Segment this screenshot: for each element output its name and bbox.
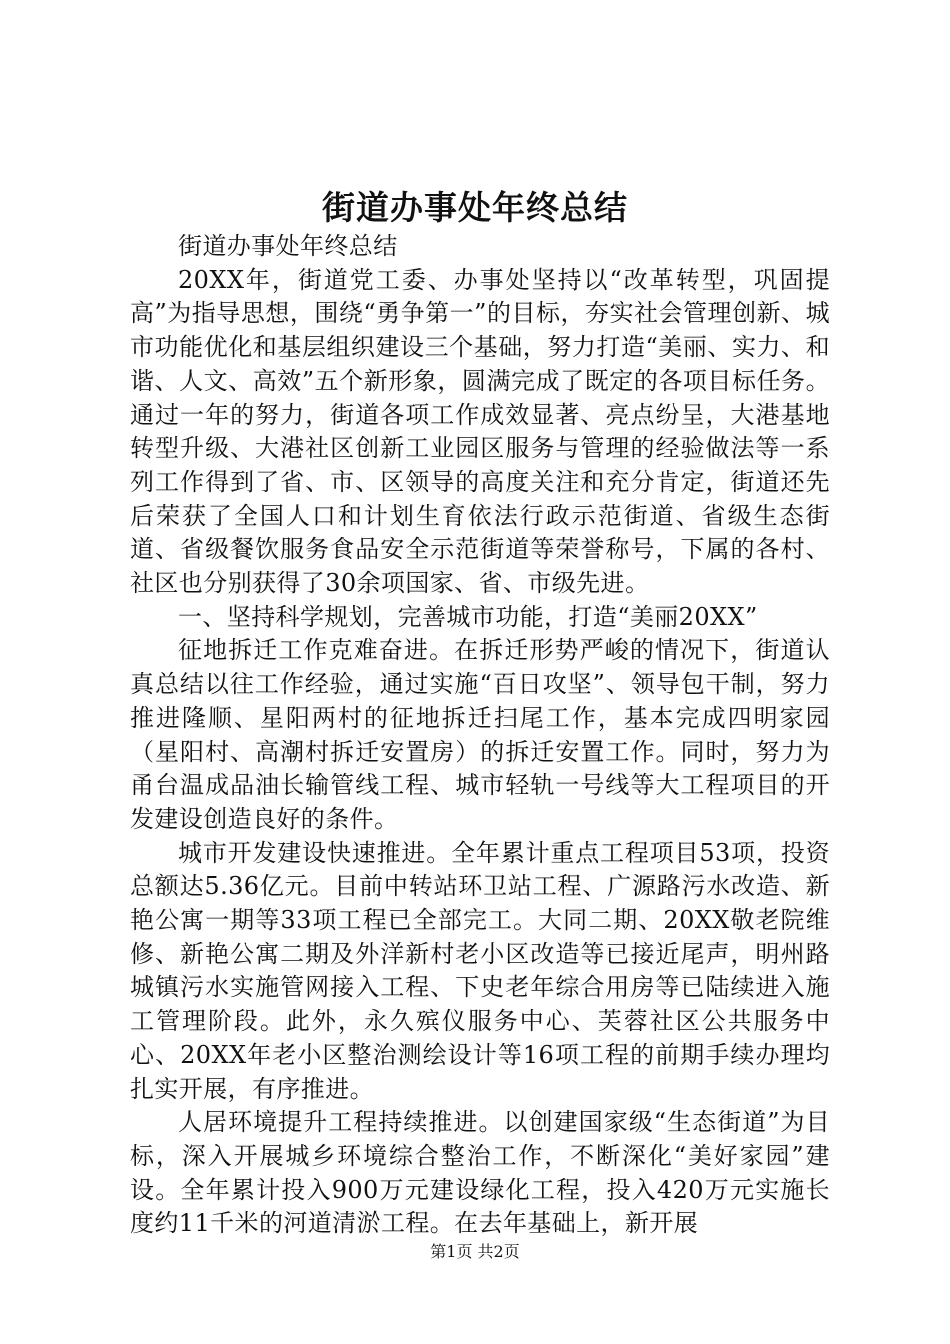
- document-body: [130, 230, 830, 1241]
- paragraph-living-environment: 人居环境提升工程持续推进。以创建国家级“生态街道”为目标，深入开展城乡环境综合整治工作，不断深化“美好家园”建设。全年累计投入900万元建设绿化工程，投入420万元实施长度约11千米的河道清淤工程。在去年基础上，新开展: [130, 1108, 830, 1238]
- paragraph-subtitle: 街道办事处年终总结: [178, 232, 398, 260]
- paragraph-intro: 20XX年，街道党工委、办事处坚持以“改革转型，巩固提高”为指导思想，围绕“勇争第一”的目标，夯实社会管理创新、城市功能优化和基层组织建设三个基础，努力打造“美丽、实力、和谐、人文、高效”五个新形象，圆满完成了既定的各项目标任务。通过一年的努力，街道各项工作成效显著、亮点纷呈，大港基地转型升级、大港社区创新工业园区服务与管理的经验做法等一系列工作得到了省、市、区领导的高度关注和充分肯定，街道还先后荣获了全国人口和计划生育依法行政示范街道、省级生态街道、省级餐饮服务食品安全示范街道等荣誉称号，下属的各村、社区也分别获得了30余项国家、省、市级先进。: [130, 265, 830, 598]
- page-footer: 第1页 共2页: [430, 1242, 520, 1261]
- paragraph-demolition: 征地拆迁工作克难奋进。在拆迁形势严峻的情况下，街道认真总结以往工作经验，通过实施“百日攻坚”、领导包干制，努力推进隆顺、星阳两村的征地拆迁扫尾工作，基本完成四明家园（星阳村、高潮村拆迁安置房）的拆迁安置工作。同时，努力为甬台温成品油长输管线工程、城市轻轨一号线等大工程项目的开发建设创造良好的条件。: [130, 636, 830, 833]
- paragraph-urban-development: 城市开发建设快速推进。全年累计重点工程项目53项，投资总额达5.36亿元。目前中转站环卫站工程、广源路污水改造、新艳公寓一期等33项工程已全部完工。大同二期、20XX敬老院维修、新艳公寓二期及外洋新村老小区改造等已接近尾声，明州路城镇污水实施管网接入工程、下史老年综合用房等已陆续进入施工管理阶段。此外，永久殡仪服务中心、芙蓉社区公共服务中心、20XX年老小区整治测绘设计等16项工程的前期手续办理均扎实开展，有序推进。: [130, 838, 830, 1103]
- section-heading-1: 一、坚持科学规划，完善城市功能，打造“美丽20XX”: [178, 602, 758, 631]
- document-title: 街道办事处年终总结: [322, 188, 628, 227]
